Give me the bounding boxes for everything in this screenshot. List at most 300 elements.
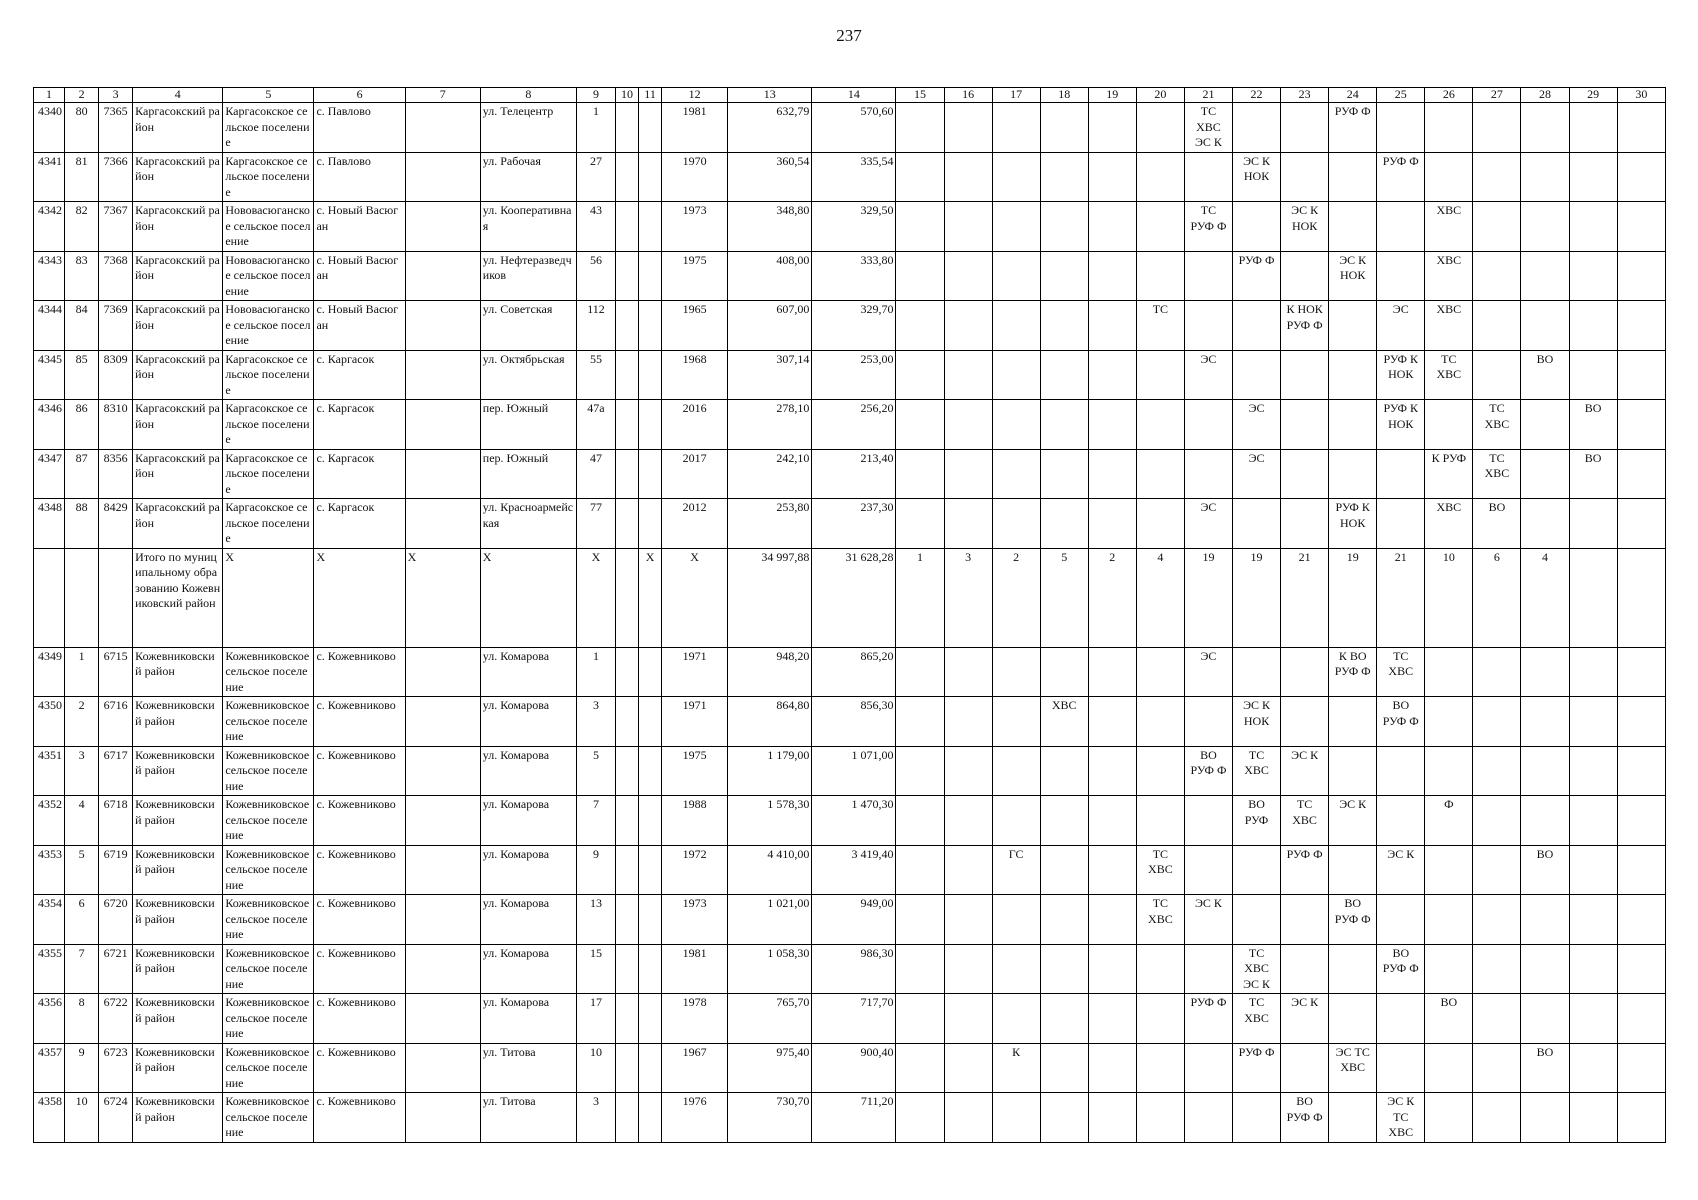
cell-house-number: 13 [576, 895, 615, 945]
cell-living-area: 900,40 [812, 1043, 896, 1093]
cell-col11 [639, 746, 662, 796]
cell-work-year-col22 [1233, 350, 1281, 400]
column-header-30: 30 [1617, 88, 1665, 103]
cell-work-year-col15 [896, 746, 944, 796]
column-header-25: 25 [1377, 88, 1425, 103]
cell-work-year-col20 [1136, 400, 1184, 450]
cell-work-year-col15 [896, 796, 944, 846]
cell-work-year-col21 [1184, 251, 1232, 301]
cell-work-year-col19: 2 [1088, 548, 1136, 647]
cell-district: Каргасокский район [133, 152, 223, 202]
cell-col11 [639, 152, 662, 202]
cell-house-number: 3 [576, 697, 615, 747]
cell-col7 [405, 499, 480, 549]
cell-work-year-col23 [1281, 697, 1329, 747]
cell-total-area: 34 997,88 [728, 548, 812, 647]
cell-col10 [616, 746, 639, 796]
cell-house-number: 3 [576, 1093, 615, 1143]
cell-work-year-col22: РУФ Ф [1233, 1043, 1281, 1093]
cell-building-id: 8310 [99, 400, 133, 450]
cell-col11 [639, 647, 662, 697]
cell-work-year-col26: К РУФ [1425, 449, 1473, 499]
cell-work-year-col30 [1617, 1093, 1665, 1143]
cell-work-year-col25 [1377, 251, 1425, 301]
cell-work-year-col27: ТС ХВС [1473, 400, 1521, 450]
column-header-18: 18 [1040, 88, 1088, 103]
cell-living-area: 329,50 [812, 202, 896, 252]
column-header-29: 29 [1569, 88, 1617, 103]
cell-work-year-col19 [1088, 103, 1136, 153]
cell-col11 [639, 845, 662, 895]
cell-work-year-col16 [944, 796, 992, 846]
column-header-11: 11 [639, 88, 662, 103]
cell-col10 [616, 202, 639, 252]
cell-work-year-col30 [1617, 647, 1665, 697]
cell-work-year-col18 [1040, 350, 1088, 400]
cell-building-id: 6715 [99, 647, 133, 697]
cell-work-year-col16 [944, 400, 992, 450]
cell-work-year-col17 [992, 647, 1040, 697]
cell-work-year-col19 [1088, 400, 1136, 450]
cell-work-year-col18 [1040, 301, 1088, 351]
cell-col11: Х [639, 548, 662, 647]
cell-reg-number: 4353 [34, 845, 65, 895]
cell-district: Каргасокский район [133, 301, 223, 351]
cell-work-year-col17 [992, 251, 1040, 301]
cell-house-number: 43 [576, 202, 615, 252]
cell-settlement: Нововасюганское сельское поселение [223, 202, 314, 252]
cell-year-built: 1972 [662, 845, 728, 895]
cell-work-year-col23 [1281, 103, 1329, 153]
cell-work-year-col30 [1617, 1043, 1665, 1093]
cell-work-year-col30 [1617, 152, 1665, 202]
cell-work-year-col28 [1521, 994, 1569, 1044]
cell-work-year-col20 [1136, 1093, 1184, 1143]
cell-col10 [616, 301, 639, 351]
cell-work-year-col23: ЭС К [1281, 746, 1329, 796]
cell-locality: с. Кожевниково [314, 944, 405, 994]
cell-work-year-col20 [1136, 251, 1184, 301]
cell-row-number: 8 [65, 994, 99, 1044]
cell-settlement: Каргасокское сельское поселение [223, 152, 314, 202]
cell-work-year-col24: К ВО РУФ Ф [1329, 647, 1377, 697]
cell-work-year-col23 [1281, 895, 1329, 945]
cell-work-year-col15 [896, 152, 944, 202]
column-header-28: 28 [1521, 88, 1569, 103]
cell-row-number: 86 [65, 400, 99, 450]
cell-total-area: 1 578,30 [728, 796, 812, 846]
table-row [34, 845, 1666, 895]
cell-building-id: 8429 [99, 499, 133, 549]
table-row [34, 1093, 1666, 1143]
cell-work-year-col25: ВО РУФ Ф [1377, 697, 1425, 747]
cell-district: Каргасокский район [133, 400, 223, 450]
cell-work-year-col16 [944, 647, 992, 697]
cell-work-year-col25 [1377, 994, 1425, 1044]
cell-work-year-col29 [1569, 1093, 1617, 1143]
cell-row-number: 80 [65, 103, 99, 153]
table-row [34, 994, 1666, 1044]
cell-street: ул. Нефтеразведчиков [480, 251, 576, 301]
cell-total-area: 948,20 [728, 647, 812, 697]
cell-work-year-col30 [1617, 796, 1665, 846]
cell-living-area: 253,00 [812, 350, 896, 400]
cell-work-year-col24: ВО РУФ Ф [1329, 895, 1377, 945]
column-header-26: 26 [1425, 88, 1473, 103]
cell-work-year-col29 [1569, 103, 1617, 153]
cell-work-year-col30 [1617, 350, 1665, 400]
cell-work-year-col18 [1040, 400, 1088, 450]
cell-reg-number: 4344 [34, 301, 65, 351]
cell-work-year-col15 [896, 994, 944, 1044]
cell-col7 [405, 301, 480, 351]
cell-work-year-col17: К [992, 1043, 1040, 1093]
cell-total-area: 864,80 [728, 697, 812, 747]
cell-living-area: 329,70 [812, 301, 896, 351]
cell-building-id: 7365 [99, 103, 133, 153]
cell-reg-number: 4340 [34, 103, 65, 153]
cell-total-area: 1 058,30 [728, 944, 812, 994]
cell-building-id: 7368 [99, 251, 133, 301]
table-row [34, 697, 1666, 747]
cell-settlement: Кожевниковское сельское поселение [223, 845, 314, 895]
cell-col10 [616, 845, 639, 895]
cell-work-year-col29 [1569, 746, 1617, 796]
cell-year-built: 1970 [662, 152, 728, 202]
cell-work-year-col16 [944, 202, 992, 252]
cell-house-number: 47а [576, 400, 615, 450]
cell-building-id: 6716 [99, 697, 133, 747]
cell-work-year-col20: ТС ХВС [1136, 845, 1184, 895]
cell-district: Кожевниковский район [133, 845, 223, 895]
cell-work-year-col21 [1184, 796, 1232, 846]
cell-work-year-col27 [1473, 103, 1521, 153]
cell-work-year-col18: ХВС [1040, 697, 1088, 747]
cell-work-year-col22 [1233, 202, 1281, 252]
cell-work-year-col16 [944, 152, 992, 202]
cell-col10 [616, 350, 639, 400]
cell-work-year-col22: ЭС К НОК [1233, 152, 1281, 202]
cell-living-area: 335,54 [812, 152, 896, 202]
cell-work-year-col17 [992, 400, 1040, 450]
cell-reg-number: 4343 [34, 251, 65, 301]
table-row [34, 1043, 1666, 1093]
cell-year-built: 1973 [662, 202, 728, 252]
cell-work-year-col21: ТС ХВС ЭС К [1184, 103, 1232, 153]
cell-work-year-col26: Ф [1425, 796, 1473, 846]
cell-district: Кожевниковский район [133, 647, 223, 697]
cell-work-year-col16 [944, 845, 992, 895]
cell-district: Кожевниковский район [133, 796, 223, 846]
cell-street: ул. Комарова [480, 746, 576, 796]
column-header-14: 14 [812, 88, 896, 103]
cell-work-year-col30 [1617, 103, 1665, 153]
cell-work-year-col27 [1473, 845, 1521, 895]
cell-locality: с. Кожевниково [314, 994, 405, 1044]
cell-work-year-col27 [1473, 647, 1521, 697]
cell-work-year-col26: ХВС [1425, 202, 1473, 252]
cell-work-year-col24 [1329, 449, 1377, 499]
cell-col10 [616, 152, 639, 202]
cell-work-year-col19 [1088, 202, 1136, 252]
cell-work-year-col22: ВО РУФ [1233, 796, 1281, 846]
cell-house-number: 56 [576, 251, 615, 301]
cell-living-area: 949,00 [812, 895, 896, 945]
column-header-5: 5 [223, 88, 314, 103]
cell-building-id: 6722 [99, 994, 133, 1044]
cell-row-number: 3 [65, 746, 99, 796]
cell-work-year-col19 [1088, 895, 1136, 945]
cell-work-year-col23: РУФ Ф [1281, 845, 1329, 895]
cell-work-year-col18 [1040, 152, 1088, 202]
cell-settlement: Кожевниковское сельское поселение [223, 895, 314, 945]
cell-work-year-col16 [944, 1093, 992, 1143]
cell-district: Кожевниковский район [133, 994, 223, 1044]
cell-work-year-col25 [1377, 796, 1425, 846]
cell-settlement: Каргасокское сельское поселение [223, 499, 314, 549]
cell-district: Каргасокский район [133, 103, 223, 153]
cell-row-number: 4 [65, 796, 99, 846]
cell-work-year-col17 [992, 202, 1040, 252]
cell-street: ул. Комарова [480, 697, 576, 747]
cell-work-year-col15 [896, 350, 944, 400]
table-row [34, 895, 1666, 945]
column-header-3: 3 [99, 88, 133, 103]
cell-row-number: 6 [65, 895, 99, 945]
cell-total-area: 360,54 [728, 152, 812, 202]
cell-district: Каргасокский район [133, 202, 223, 252]
cell-work-year-col15 [896, 647, 944, 697]
cell-locality: с. Новый Васюган [314, 202, 405, 252]
cell-work-year-col29 [1569, 1043, 1617, 1093]
cell-street: ул. Советская [480, 301, 576, 351]
cell-work-year-col25 [1377, 449, 1425, 499]
cell-year-built: 2017 [662, 449, 728, 499]
cell-work-year-col18 [1040, 449, 1088, 499]
cell-work-year-col15 [896, 301, 944, 351]
cell-locality: с. Новый Васюган [314, 251, 405, 301]
cell-row-number: 5 [65, 845, 99, 895]
column-header-21: 21 [1184, 88, 1232, 103]
cell-work-year-col25: ТС ХВС [1377, 647, 1425, 697]
column-header-23: 23 [1281, 88, 1329, 103]
cell-col10 [616, 251, 639, 301]
cell-row-number: 1 [65, 647, 99, 697]
cell-work-year-col19 [1088, 499, 1136, 549]
cell-work-year-col15: 1 [896, 548, 944, 647]
cell-building-id: 6721 [99, 944, 133, 994]
cell-work-year-col24 [1329, 944, 1377, 994]
cell-work-year-col22 [1233, 301, 1281, 351]
cell-settlement: Кожевниковское сельское поселение [223, 647, 314, 697]
cell-work-year-col26 [1425, 1043, 1473, 1093]
cell-settlement: Кожевниковское сельское поселение [223, 994, 314, 1044]
table-row [34, 944, 1666, 994]
cell-work-year-col22: 19 [1233, 548, 1281, 647]
cell-building-id: 6719 [99, 845, 133, 895]
cell-district: Кожевниковский район [133, 1093, 223, 1143]
cell-work-year-col23 [1281, 350, 1329, 400]
cell-work-year-col16: 3 [944, 548, 992, 647]
cell-work-year-col16 [944, 994, 992, 1044]
cell-year-built: 1975 [662, 746, 728, 796]
cell-work-year-col25 [1377, 746, 1425, 796]
cell-row-number: 83 [65, 251, 99, 301]
cell-work-year-col23: ЭС К НОК [1281, 202, 1329, 252]
cell-work-year-col27 [1473, 944, 1521, 994]
cell-work-year-col22 [1233, 845, 1281, 895]
cell-reg-number: 4354 [34, 895, 65, 945]
cell-work-year-col22: ТС ХВС [1233, 994, 1281, 1044]
total-row [34, 548, 1666, 647]
cell-locality: с. Кожевниково [314, 796, 405, 846]
cell-house-number: 27 [576, 152, 615, 202]
cell-locality: с. Кожевниково [314, 895, 405, 945]
cell-work-year-col20 [1136, 350, 1184, 400]
cell-work-year-col19 [1088, 1043, 1136, 1093]
column-header-17: 17 [992, 88, 1040, 103]
cell-house-number: 47 [576, 449, 615, 499]
cell-row-number: 85 [65, 350, 99, 400]
column-header-20: 20 [1136, 88, 1184, 103]
cell-work-year-col26 [1425, 1093, 1473, 1143]
cell-col10 [616, 499, 639, 549]
cell-col7 [405, 1093, 480, 1143]
cell-work-year-col15 [896, 697, 944, 747]
cell-work-year-col28 [1521, 251, 1569, 301]
cell-work-year-col15 [896, 449, 944, 499]
table-row [34, 152, 1666, 202]
cell-col11 [639, 796, 662, 846]
cell-work-year-col27 [1473, 697, 1521, 747]
cell-work-year-col22: ЭС К НОК [1233, 697, 1281, 747]
cell-col7 [405, 746, 480, 796]
cell-work-year-col30 [1617, 499, 1665, 549]
cell-work-year-col18 [1040, 845, 1088, 895]
cell-settlement: Кожевниковское сельское поселение [223, 746, 314, 796]
cell-work-year-col30 [1617, 400, 1665, 450]
cell-row-number: 81 [65, 152, 99, 202]
cell-building-id: 8309 [99, 350, 133, 400]
cell-work-year-col23 [1281, 1043, 1329, 1093]
table-row [34, 796, 1666, 846]
cell-total-area: 730,70 [728, 1093, 812, 1143]
cell-row-number: 88 [65, 499, 99, 549]
cell-work-year-col20 [1136, 994, 1184, 1044]
cell-reg-number: 4346 [34, 400, 65, 450]
cell-work-year-col30 [1617, 449, 1665, 499]
cell-house-number: 10 [576, 1043, 615, 1093]
cell-col10 [616, 400, 639, 450]
cell-work-year-col20 [1136, 796, 1184, 846]
cell-work-year-col28 [1521, 895, 1569, 945]
cell-work-year-col25 [1377, 499, 1425, 549]
cell-work-year-col19 [1088, 994, 1136, 1044]
cell-work-year-col27 [1473, 1043, 1521, 1093]
cell-work-year-col21: ЭС [1184, 350, 1232, 400]
cell-work-year-col22: ЭС [1233, 449, 1281, 499]
cell-work-year-col30 [1617, 845, 1665, 895]
cell-work-year-col16 [944, 944, 992, 994]
cell-total-area: 1 179,00 [728, 746, 812, 796]
cell-work-year-col29 [1569, 548, 1617, 647]
cell-street: ул. Красноармейская [480, 499, 576, 549]
cell-district: Кожевниковский район [133, 746, 223, 796]
cell-year-built: 1978 [662, 994, 728, 1044]
cell-work-year-col24 [1329, 400, 1377, 450]
cell-work-year-col21: РУФ Ф [1184, 994, 1232, 1044]
cell-work-year-col29 [1569, 994, 1617, 1044]
cell-street: ул. Титова [480, 1043, 576, 1093]
cell-col7 [405, 994, 480, 1044]
cell-total-area: 4 410,00 [728, 845, 812, 895]
cell-settlement: Каргасокское сельское поселение [223, 350, 314, 400]
cell-work-year-col30 [1617, 944, 1665, 994]
cell-work-year-col29 [1569, 647, 1617, 697]
cell-work-year-col24 [1329, 845, 1377, 895]
column-header-15: 15 [896, 88, 944, 103]
cell-locality: с. Кожевниково [314, 1043, 405, 1093]
cell-work-year-col26: 10 [1425, 548, 1473, 647]
cell-work-year-col21 [1184, 697, 1232, 747]
cell-work-year-col18 [1040, 895, 1088, 945]
cell-work-year-col23 [1281, 647, 1329, 697]
cell-reg-number: 4347 [34, 449, 65, 499]
cell-work-year-col26 [1425, 944, 1473, 994]
cell-col10 [616, 1043, 639, 1093]
cell-locality: с. Кожевниково [314, 697, 405, 747]
cell-street: ул. Комарова [480, 845, 576, 895]
cell-living-area: 31 628,28 [812, 548, 896, 647]
cell-work-year-col17: 2 [992, 548, 1040, 647]
cell-work-year-col18 [1040, 944, 1088, 994]
cell-living-area: 570,60 [812, 103, 896, 153]
cell-col11 [639, 697, 662, 747]
cell-district: Итого по муниципальному образованию Кожевниковский район [133, 548, 223, 647]
cell-work-year-col16 [944, 499, 992, 549]
table-row [34, 301, 1666, 351]
cell-district: Кожевниковский район [133, 697, 223, 747]
cell-building-id: 7366 [99, 152, 133, 202]
cell-work-year-col29 [1569, 697, 1617, 747]
cell-col7 [405, 103, 480, 153]
cell-work-year-col23 [1281, 499, 1329, 549]
cell-col7 [405, 647, 480, 697]
cell-work-year-col16 [944, 1043, 992, 1093]
cell-work-year-col27 [1473, 251, 1521, 301]
cell-house-number: 1 [576, 103, 615, 153]
cell-total-area: 242,10 [728, 449, 812, 499]
column-header-10: 10 [616, 88, 639, 103]
cell-work-year-col21 [1184, 1093, 1232, 1143]
cell-work-year-col19 [1088, 251, 1136, 301]
cell-district: Каргасокский район [133, 350, 223, 400]
cell-street: ул. Октябрьская [480, 350, 576, 400]
cell-work-year-col27 [1473, 1093, 1521, 1143]
cell-work-year-col26 [1425, 647, 1473, 697]
cell-work-year-col24: ЭС ТС ХВС [1329, 1043, 1377, 1093]
cell-work-year-col17: ГС [992, 845, 1040, 895]
cell-total-area: 765,70 [728, 994, 812, 1044]
table-row [34, 350, 1666, 400]
cell-living-area: 711,20 [812, 1093, 896, 1143]
cell-col7 [405, 1043, 480, 1093]
cell-work-year-col29 [1569, 350, 1617, 400]
cell-col7 [405, 202, 480, 252]
cell-work-year-col16 [944, 449, 992, 499]
cell-house-number: 7 [576, 796, 615, 846]
cell-row-number: 10 [65, 1093, 99, 1143]
